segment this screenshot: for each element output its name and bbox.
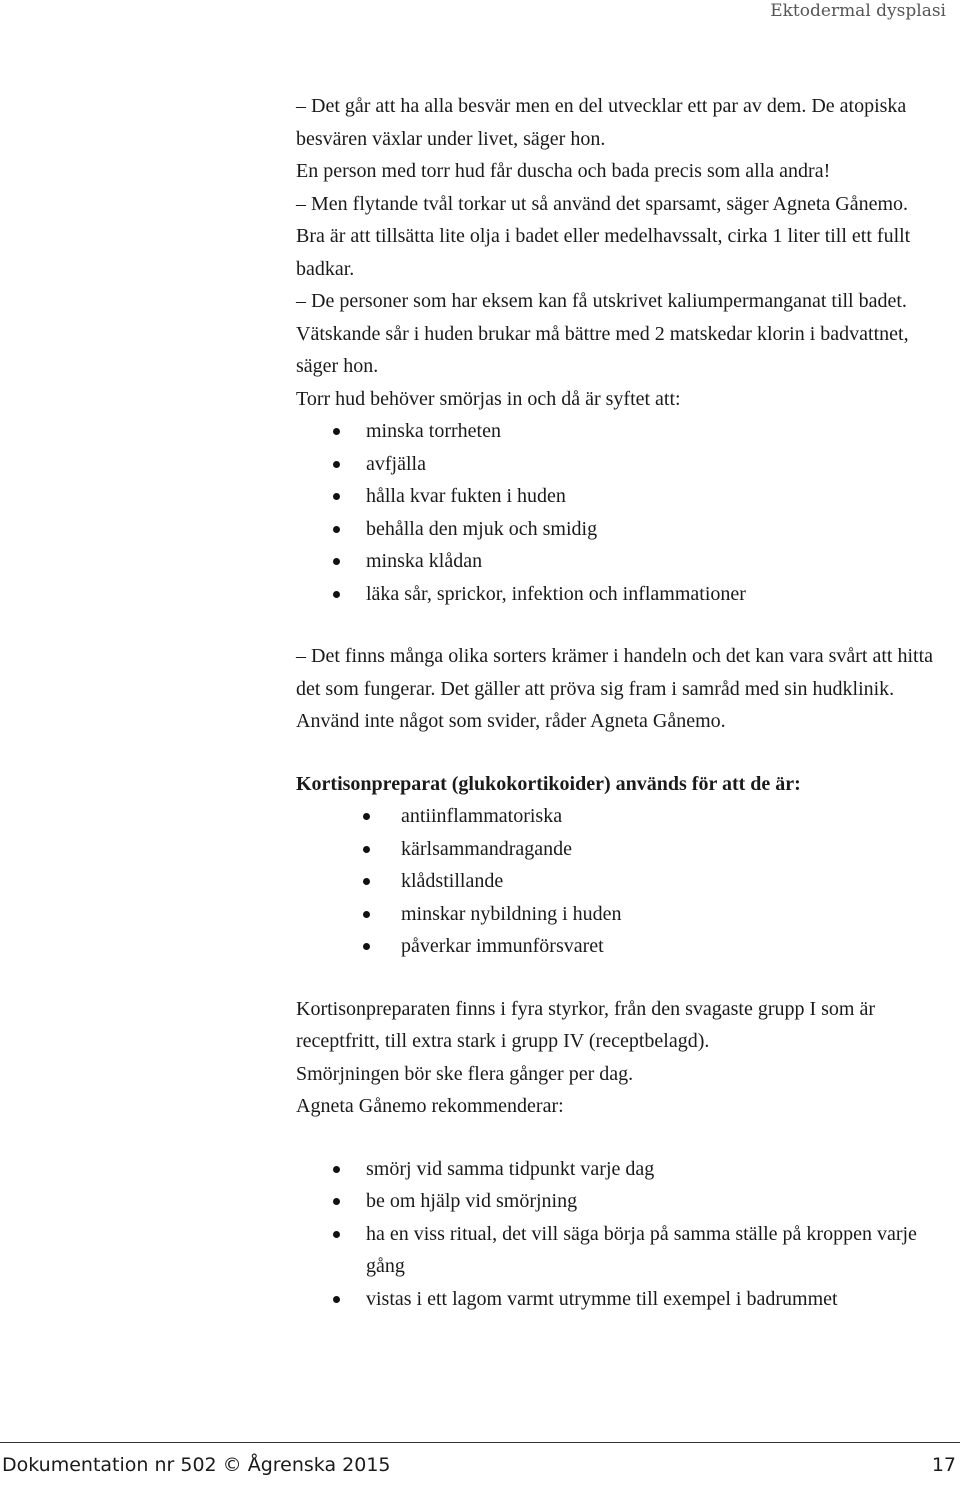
paragraph: En person med torr hud får duscha och bada precis som alla andra! bbox=[296, 160, 831, 182]
running-header: Ektodermal dysplasi bbox=[770, 1, 946, 21]
bullet-icon bbox=[363, 878, 370, 885]
bullet-icon bbox=[333, 1198, 340, 1205]
list-item: vistas i ett lagom varmt utrymme till exempel i badrummet bbox=[296, 1283, 936, 1316]
paragraph: Bra är att tillsätta lite olja i badet eller medelhavssalt, cirka 1 liter till ett fullt badkar. bbox=[296, 225, 911, 280]
list-item: minskar nybildning i huden bbox=[296, 898, 936, 931]
list-item: klådstillande bbox=[296, 865, 936, 898]
bullet-icon bbox=[363, 846, 370, 853]
list-item: smörj vid samma tidpunkt varje dag bbox=[296, 1153, 936, 1186]
list-item: läka sår, sprickor, infektion och inflammationer bbox=[296, 578, 936, 611]
paragraph: – Men flytande tvål torkar ut så använd det sparsamt, säger Agneta Gånemo. bbox=[296, 192, 909, 215]
recommendations-list bbox=[296, 1153, 936, 1316]
bullet-icon bbox=[333, 591, 340, 598]
page-number: 17 bbox=[931, 1454, 956, 1476]
bullet-icon bbox=[363, 813, 370, 820]
list-item: be om hjälp vid smörjning bbox=[296, 1185, 936, 1218]
cortisone-effects-list bbox=[296, 800, 936, 963]
paragraph: Torr hud behöver smörjas in och då är syftet att: bbox=[296, 387, 681, 410]
list-item: avfjälla bbox=[296, 448, 936, 481]
list-item: antiinflammatoriska bbox=[296, 800, 936, 833]
skin-care-goals-list bbox=[296, 415, 936, 610]
page-body bbox=[296, 90, 936, 1315]
footer-publication: Dokumentation nr 502 © Ågrenska 2015 bbox=[2, 1454, 391, 1476]
bullet-icon bbox=[333, 1296, 340, 1303]
bullet-icon bbox=[333, 558, 340, 565]
list-item: minska klådan bbox=[296, 545, 936, 578]
list-item: ha en viss ritual, det vill säga börja på samma ställe på kroppen varje gång bbox=[296, 1218, 936, 1283]
bullet-icon bbox=[333, 1166, 340, 1173]
list-item: kärlsammandragande bbox=[296, 833, 936, 866]
bullet-icon bbox=[333, 1231, 340, 1238]
bullet-icon bbox=[363, 943, 370, 950]
bullet-icon bbox=[333, 461, 340, 468]
page-footer bbox=[0, 1442, 960, 1485]
section-heading: Kortisonpreparat (glukokortikoider) används för att de är: bbox=[296, 772, 801, 795]
list-item: behålla den mjuk och smidig bbox=[296, 513, 936, 546]
bullet-icon bbox=[333, 493, 340, 500]
bullet-icon bbox=[363, 911, 370, 918]
paragraph: Agneta Gånemo rekommenderar: bbox=[296, 1095, 564, 1117]
paragraph: – De personer som har eksem kan få utskrivet kaliumpermanganat till badet. Vätskande sår i huden brukar må bättre med 2 matskedar klorin i badvattnet, säger hon. bbox=[296, 290, 909, 377]
bullet-icon bbox=[333, 428, 340, 435]
paragraph: Smörjningen bör ske flera gånger per dag. bbox=[296, 1062, 634, 1085]
list-item: påverkar immunförsvaret bbox=[296, 930, 936, 963]
list-item: minska torrheten bbox=[296, 415, 936, 448]
paragraph: – Det går att ha alla besvär men en del utvecklar ett par av dem. De atopiska besvären växlar under livet, säger hon. bbox=[296, 95, 907, 150]
paragraph: – Det finns många olika sorters krämer i handeln och det kan vara svårt att hitta det som fungerar. Det gäller att pröva sig fram i samråd med sin hudklinik. Använd inte något som svider, råder Agneta Gånemo. bbox=[296, 645, 934, 732]
paragraph: Kortisonpreparaten finns i fyra styrkor, från den svagaste grupp I som är receptfritt, till extra stark i grupp IV (receptbelagd). bbox=[296, 997, 876, 1052]
bullet-icon bbox=[333, 526, 340, 533]
list-item: hålla kvar fukten i huden bbox=[296, 480, 936, 513]
